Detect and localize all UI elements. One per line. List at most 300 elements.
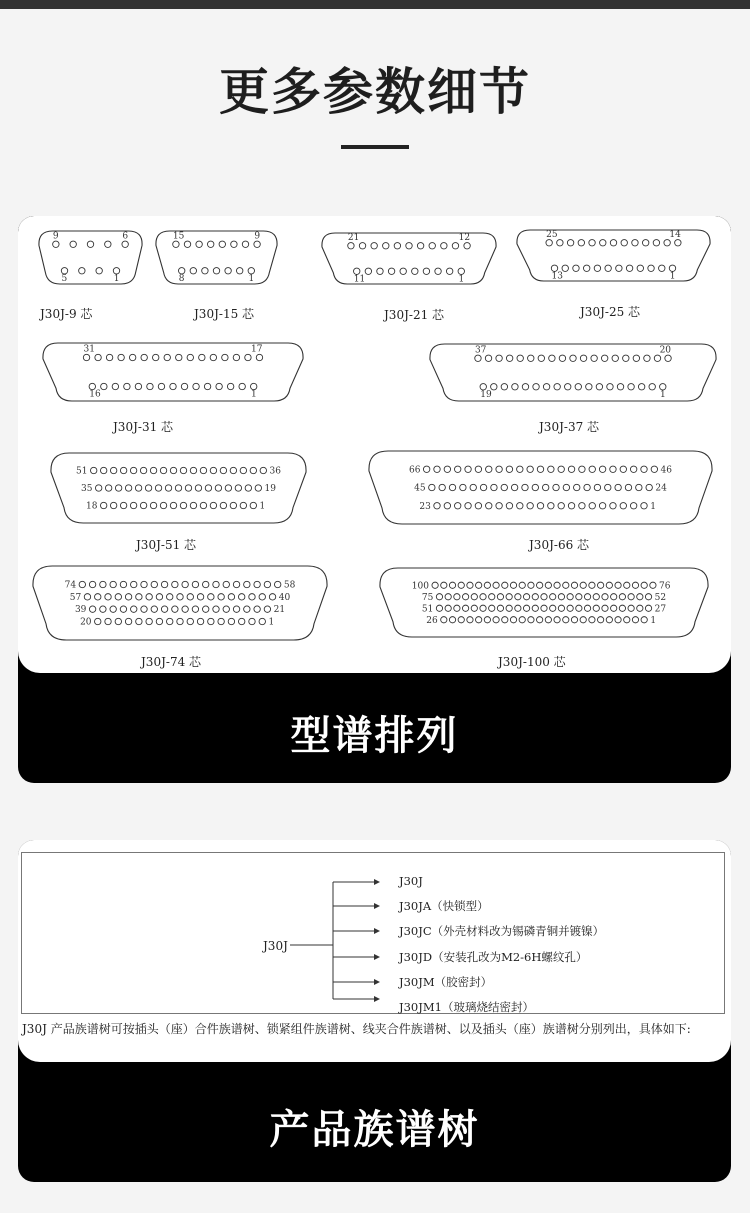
pin-hole bbox=[528, 355, 534, 361]
pin-hole bbox=[175, 485, 181, 491]
pin-hole bbox=[586, 384, 592, 390]
pin-hole bbox=[95, 618, 101, 624]
pin-hole bbox=[432, 582, 438, 588]
pin-hole bbox=[616, 265, 622, 271]
pin-hole bbox=[554, 617, 560, 623]
pin-hole bbox=[568, 503, 574, 509]
pin-number: 57 bbox=[69, 592, 82, 603]
pin-hole bbox=[105, 618, 111, 624]
pin-hole bbox=[493, 617, 499, 623]
pin-number: 15 bbox=[172, 231, 185, 242]
pin-hole bbox=[619, 594, 625, 600]
connector-label: J30J-37 芯 bbox=[539, 420, 600, 434]
connector-37 bbox=[430, 344, 716, 434]
pin-hole bbox=[170, 383, 176, 389]
pin-hole bbox=[543, 384, 549, 390]
pin-hole bbox=[515, 594, 521, 600]
pin-hole bbox=[79, 581, 85, 587]
pin-hole bbox=[528, 617, 534, 623]
pin-hole bbox=[444, 503, 450, 509]
pin-hole bbox=[611, 605, 617, 611]
pin-number: 11 bbox=[353, 274, 366, 285]
pin-hole bbox=[135, 383, 141, 389]
pin-hole bbox=[140, 467, 146, 473]
pin-hole bbox=[371, 243, 377, 249]
pin-hole bbox=[454, 594, 460, 600]
pin-hole bbox=[359, 243, 365, 249]
pin-hole bbox=[200, 502, 206, 508]
pin-hole bbox=[602, 605, 608, 611]
pin-hole bbox=[449, 582, 455, 588]
pin-number: 75 bbox=[421, 592, 434, 603]
pin-hole bbox=[527, 466, 533, 472]
pin-hole bbox=[240, 502, 246, 508]
pin-hole bbox=[441, 582, 447, 588]
pin-hole bbox=[558, 466, 564, 472]
pin-hole bbox=[594, 265, 600, 271]
pin-hole bbox=[649, 384, 655, 390]
pin-hole bbox=[445, 594, 451, 600]
connector-outline bbox=[43, 343, 303, 401]
pin-number: 1 bbox=[268, 617, 275, 628]
pin-hole bbox=[254, 606, 260, 612]
pin-hole bbox=[549, 355, 555, 361]
pin-hole bbox=[146, 618, 152, 624]
pin-number: 23 bbox=[419, 501, 431, 512]
pin-hole bbox=[491, 484, 497, 490]
pin-hole bbox=[240, 467, 246, 473]
pin-hole bbox=[423, 268, 429, 274]
pin-hole bbox=[528, 582, 534, 588]
pin-hole bbox=[489, 594, 495, 600]
pin-hole bbox=[522, 484, 528, 490]
pin-hole bbox=[615, 582, 621, 588]
pin-hole bbox=[632, 617, 638, 623]
pin-hole bbox=[597, 617, 603, 623]
pin-hole bbox=[182, 606, 188, 612]
pin-hole bbox=[612, 355, 618, 361]
pin-hole bbox=[100, 467, 106, 473]
pin-hole bbox=[120, 606, 126, 612]
pin-hole bbox=[187, 618, 193, 624]
pin-hole bbox=[434, 503, 440, 509]
pin-hole bbox=[131, 606, 137, 612]
pin-hole bbox=[641, 503, 647, 509]
pin-number: 1 bbox=[458, 274, 465, 285]
pin-number: 9 bbox=[254, 231, 261, 242]
pin-hole bbox=[636, 484, 642, 490]
pin-hole bbox=[203, 581, 209, 587]
pin-hole bbox=[89, 606, 95, 612]
tree-item: J30JC（外壳材料改为锡磷青铜并镀镍） bbox=[399, 924, 605, 938]
pin-hole bbox=[593, 594, 599, 600]
pin-hole bbox=[225, 268, 231, 274]
pin-number: 39 bbox=[74, 605, 87, 616]
pin-hole bbox=[164, 354, 170, 360]
pin-number: 36 bbox=[269, 466, 281, 477]
tree-item: J30JA（快锁型） bbox=[399, 899, 489, 913]
pin-hole bbox=[383, 243, 389, 249]
pin-hole bbox=[260, 467, 266, 473]
pin-hole bbox=[607, 384, 613, 390]
pin-hole bbox=[625, 484, 631, 490]
pin-hole bbox=[580, 355, 586, 361]
pin-hole bbox=[210, 502, 216, 508]
pin-hole bbox=[641, 582, 647, 588]
tree-item: J30J bbox=[399, 874, 423, 888]
pin-hole bbox=[167, 618, 173, 624]
pin-hole bbox=[105, 485, 111, 491]
pin-hole bbox=[484, 582, 490, 588]
pin-number: 1 bbox=[248, 273, 255, 284]
pin-hole bbox=[675, 240, 681, 246]
pin-number: 51 bbox=[76, 466, 88, 477]
pin-hole bbox=[218, 594, 224, 600]
pin-hole bbox=[239, 383, 245, 389]
pin-hole bbox=[626, 265, 632, 271]
pin-hole bbox=[199, 354, 205, 360]
pin-hole bbox=[458, 617, 464, 623]
connector-outline bbox=[33, 566, 327, 640]
pin-number: 1 bbox=[250, 389, 257, 400]
pin-hole bbox=[546, 240, 552, 246]
pin-hole bbox=[620, 503, 626, 509]
pin-hole bbox=[563, 484, 569, 490]
family-tree-box bbox=[21, 852, 725, 1014]
connector-21 bbox=[322, 233, 496, 322]
pin-hole bbox=[181, 383, 187, 389]
pin-hole bbox=[574, 484, 580, 490]
pin-hole bbox=[231, 241, 237, 247]
pin-hole bbox=[203, 606, 209, 612]
pin-hole bbox=[439, 484, 445, 490]
pin-number: 12 bbox=[458, 232, 471, 243]
pin-hole bbox=[506, 355, 512, 361]
pin-hole bbox=[125, 594, 131, 600]
pin-hole bbox=[571, 582, 577, 588]
pin-hole bbox=[460, 484, 466, 490]
pin-hole bbox=[485, 355, 491, 361]
pin-hole bbox=[542, 484, 548, 490]
pin-hole bbox=[141, 354, 147, 360]
pin-hole bbox=[204, 383, 210, 389]
pin-number: 1 bbox=[669, 271, 676, 282]
pin-number: 1 bbox=[650, 615, 657, 626]
pin-hole bbox=[630, 503, 636, 509]
pin-hole bbox=[523, 594, 529, 600]
pin-hole bbox=[131, 581, 137, 587]
pin-hole bbox=[465, 466, 471, 472]
pin-hole bbox=[244, 581, 250, 587]
pin-number: 19 bbox=[264, 484, 276, 494]
pin-hole bbox=[197, 618, 203, 624]
pin-hole bbox=[184, 241, 190, 247]
pin-number: 17 bbox=[251, 344, 263, 355]
pin-hole bbox=[236, 268, 242, 274]
pin-hole bbox=[193, 383, 199, 389]
pin-number: 1 bbox=[113, 273, 120, 284]
pin-hole bbox=[579, 503, 585, 509]
pin-hole bbox=[545, 617, 551, 623]
pin-hole bbox=[130, 467, 136, 473]
pin-hole bbox=[501, 384, 507, 390]
pin-hole bbox=[250, 467, 256, 473]
pin-hole bbox=[150, 502, 156, 508]
pin-hole bbox=[455, 466, 461, 472]
pin-hole bbox=[210, 467, 216, 473]
connector-51 bbox=[51, 453, 306, 552]
pin-hole bbox=[496, 355, 502, 361]
pin-hole bbox=[412, 268, 418, 274]
pin-hole bbox=[517, 466, 523, 472]
pin-number: 74 bbox=[64, 580, 77, 591]
pin-hole bbox=[489, 605, 495, 611]
pin-hole bbox=[632, 582, 638, 588]
pin-hole bbox=[606, 582, 612, 588]
pin-hole bbox=[151, 606, 157, 612]
pin-number: 21 bbox=[273, 605, 286, 616]
pin-hole bbox=[153, 354, 159, 360]
pin-hole bbox=[638, 384, 644, 390]
pin-number: 31 bbox=[83, 344, 95, 355]
pin-hole bbox=[429, 484, 435, 490]
pin-hole bbox=[151, 581, 157, 587]
pin-hole bbox=[501, 484, 507, 490]
pin-number: 6 bbox=[122, 231, 129, 242]
pin-hole bbox=[532, 605, 538, 611]
pin-hole bbox=[141, 606, 147, 612]
pin-hole bbox=[633, 355, 639, 361]
pin-hole bbox=[642, 240, 648, 246]
pin-hole bbox=[601, 355, 607, 361]
pin-hole bbox=[100, 581, 106, 587]
pin-hole bbox=[436, 594, 442, 600]
pin-hole bbox=[230, 502, 236, 508]
pin-hole bbox=[429, 243, 435, 249]
pin-number: 1 bbox=[650, 501, 656, 512]
pin-hole bbox=[235, 485, 241, 491]
pin-hole bbox=[567, 594, 573, 600]
pin-hole bbox=[579, 466, 585, 472]
pin-hole bbox=[208, 618, 214, 624]
pinout-diagram bbox=[18, 216, 731, 673]
pin-hole bbox=[95, 594, 101, 600]
pin-hole bbox=[165, 485, 171, 491]
pin-hole bbox=[70, 241, 76, 247]
pin-hole bbox=[584, 594, 590, 600]
pin-hole bbox=[455, 503, 461, 509]
connector-label: J30J-31 芯 bbox=[113, 420, 174, 434]
pin-hole bbox=[225, 485, 231, 491]
pin-hole bbox=[480, 484, 486, 490]
connector-100 bbox=[380, 568, 708, 669]
pin-number: 5 bbox=[61, 273, 68, 284]
pin-hole bbox=[213, 581, 219, 587]
connector-label: J30J-15 芯 bbox=[194, 307, 255, 321]
pin-hole bbox=[222, 354, 228, 360]
connector-label: J30J-74 芯 bbox=[141, 655, 202, 669]
pin-hole bbox=[653, 240, 659, 246]
pin-hole bbox=[213, 606, 219, 612]
pinout-banner: 型谱排列 bbox=[290, 713, 459, 759]
pin-hole bbox=[454, 605, 460, 611]
pin-hole bbox=[502, 617, 508, 623]
pin-hole bbox=[205, 485, 211, 491]
pin-hole bbox=[208, 594, 214, 600]
pin-hole bbox=[417, 243, 423, 249]
pin-hole bbox=[180, 467, 186, 473]
pin-hole bbox=[651, 466, 657, 472]
connector-74 bbox=[33, 566, 327, 669]
pin-hole bbox=[557, 240, 563, 246]
pin-hole bbox=[541, 594, 547, 600]
pin-hole bbox=[228, 618, 234, 624]
pin-hole bbox=[610, 240, 616, 246]
pin-hole bbox=[458, 582, 464, 588]
pin-hole bbox=[197, 594, 203, 600]
pin-hole bbox=[515, 605, 521, 611]
pinout-card bbox=[18, 216, 731, 783]
pin-hole bbox=[196, 241, 202, 247]
pin-number: 51 bbox=[421, 604, 434, 615]
pin-hole bbox=[610, 466, 616, 472]
pin-hole bbox=[465, 503, 471, 509]
pin-hole bbox=[502, 582, 508, 588]
pin-hole bbox=[216, 383, 222, 389]
pin-hole bbox=[511, 484, 517, 490]
pin-number: 13 bbox=[551, 271, 563, 282]
pin-hole bbox=[486, 503, 492, 509]
pin-hole bbox=[623, 355, 629, 361]
pin-hole bbox=[250, 502, 256, 508]
pin-hole bbox=[434, 466, 440, 472]
pin-hole bbox=[589, 617, 595, 623]
pin-hole bbox=[659, 265, 665, 271]
connector-label: J30J-9 芯 bbox=[40, 307, 93, 321]
pin-hole bbox=[259, 618, 265, 624]
pin-hole bbox=[449, 617, 455, 623]
pin-hole bbox=[136, 594, 142, 600]
pin-hole bbox=[550, 605, 556, 611]
pin-hole bbox=[599, 466, 605, 472]
pin-hole bbox=[215, 485, 221, 491]
pin-hole bbox=[573, 265, 579, 271]
pin-hole bbox=[95, 485, 101, 491]
pin-number: 24 bbox=[655, 483, 667, 494]
pin-hole bbox=[156, 618, 162, 624]
connector-label: J30J-51 芯 bbox=[136, 538, 197, 552]
pin-hole bbox=[637, 265, 643, 271]
pin-hole bbox=[506, 466, 512, 472]
pin-hole bbox=[172, 606, 178, 612]
pin-hole bbox=[238, 618, 244, 624]
pin-hole bbox=[467, 617, 473, 623]
pin-hole bbox=[475, 466, 481, 472]
pin-hole bbox=[591, 355, 597, 361]
pin-hole bbox=[475, 355, 481, 361]
pin-hole bbox=[522, 384, 528, 390]
pin-hole bbox=[606, 617, 612, 623]
pin-hole bbox=[605, 265, 611, 271]
pin-hole bbox=[136, 618, 142, 624]
pin-hole bbox=[348, 243, 354, 249]
pin-hole bbox=[471, 594, 477, 600]
pin-hole bbox=[406, 243, 412, 249]
pin-hole bbox=[537, 466, 543, 472]
pin-hole bbox=[617, 384, 623, 390]
connector-66 bbox=[369, 451, 712, 552]
pinout-panel bbox=[18, 216, 731, 673]
pin-hole bbox=[218, 618, 224, 624]
connector-15 bbox=[156, 231, 277, 321]
pin-hole bbox=[110, 581, 116, 587]
pin-hole bbox=[532, 594, 538, 600]
pin-hole bbox=[645, 594, 651, 600]
pin-hole bbox=[155, 485, 161, 491]
pin-hole bbox=[122, 241, 128, 247]
pin-hole bbox=[620, 466, 626, 472]
pin-hole bbox=[115, 594, 121, 600]
pin-hole bbox=[441, 617, 447, 623]
pin-hole bbox=[146, 594, 152, 600]
pin-hole bbox=[548, 503, 554, 509]
pin-hole bbox=[580, 582, 586, 588]
pin-hole bbox=[213, 268, 219, 274]
pin-hole bbox=[105, 241, 111, 247]
pin-number: 27 bbox=[654, 604, 667, 615]
pin-hole bbox=[90, 467, 96, 473]
pin-hole bbox=[650, 582, 656, 588]
pin-hole bbox=[519, 582, 525, 588]
pin-number: 25 bbox=[546, 229, 558, 240]
pin-hole bbox=[596, 384, 602, 390]
pin-hole bbox=[100, 606, 106, 612]
pin-hole bbox=[517, 503, 523, 509]
tree-item: J30JM1（玻璃烧结密封） bbox=[399, 1000, 534, 1014]
pin-hole bbox=[150, 467, 156, 473]
pin-hole bbox=[96, 268, 102, 274]
pin-hole bbox=[467, 582, 473, 588]
pin-hole bbox=[611, 594, 617, 600]
pin-hole bbox=[89, 581, 95, 587]
pin-hole bbox=[228, 594, 234, 600]
pin-hole bbox=[583, 265, 589, 271]
pin-hole bbox=[161, 606, 167, 612]
pin-hole bbox=[554, 582, 560, 588]
pin-hole bbox=[624, 582, 630, 588]
pin-number: 1 bbox=[660, 389, 666, 400]
pin-hole bbox=[545, 582, 551, 588]
pin-number: 66 bbox=[408, 465, 421, 476]
pin-hole bbox=[496, 466, 502, 472]
pin-hole bbox=[219, 241, 225, 247]
pin-hole bbox=[182, 581, 188, 587]
pin-hole bbox=[400, 268, 406, 274]
pin-hole bbox=[435, 268, 441, 274]
pin-hole bbox=[537, 617, 543, 623]
pin-hole bbox=[245, 354, 251, 360]
connector-label: J30J-25 芯 bbox=[580, 305, 641, 319]
pin-hole bbox=[632, 240, 638, 246]
pin-hole bbox=[589, 240, 595, 246]
pin-hole bbox=[388, 268, 394, 274]
pin-hole bbox=[79, 268, 85, 274]
pin-hole bbox=[110, 467, 116, 473]
pin-hole bbox=[84, 594, 90, 600]
pin-hole bbox=[255, 485, 261, 491]
pin-hole bbox=[610, 503, 616, 509]
pin-hole bbox=[53, 241, 59, 247]
